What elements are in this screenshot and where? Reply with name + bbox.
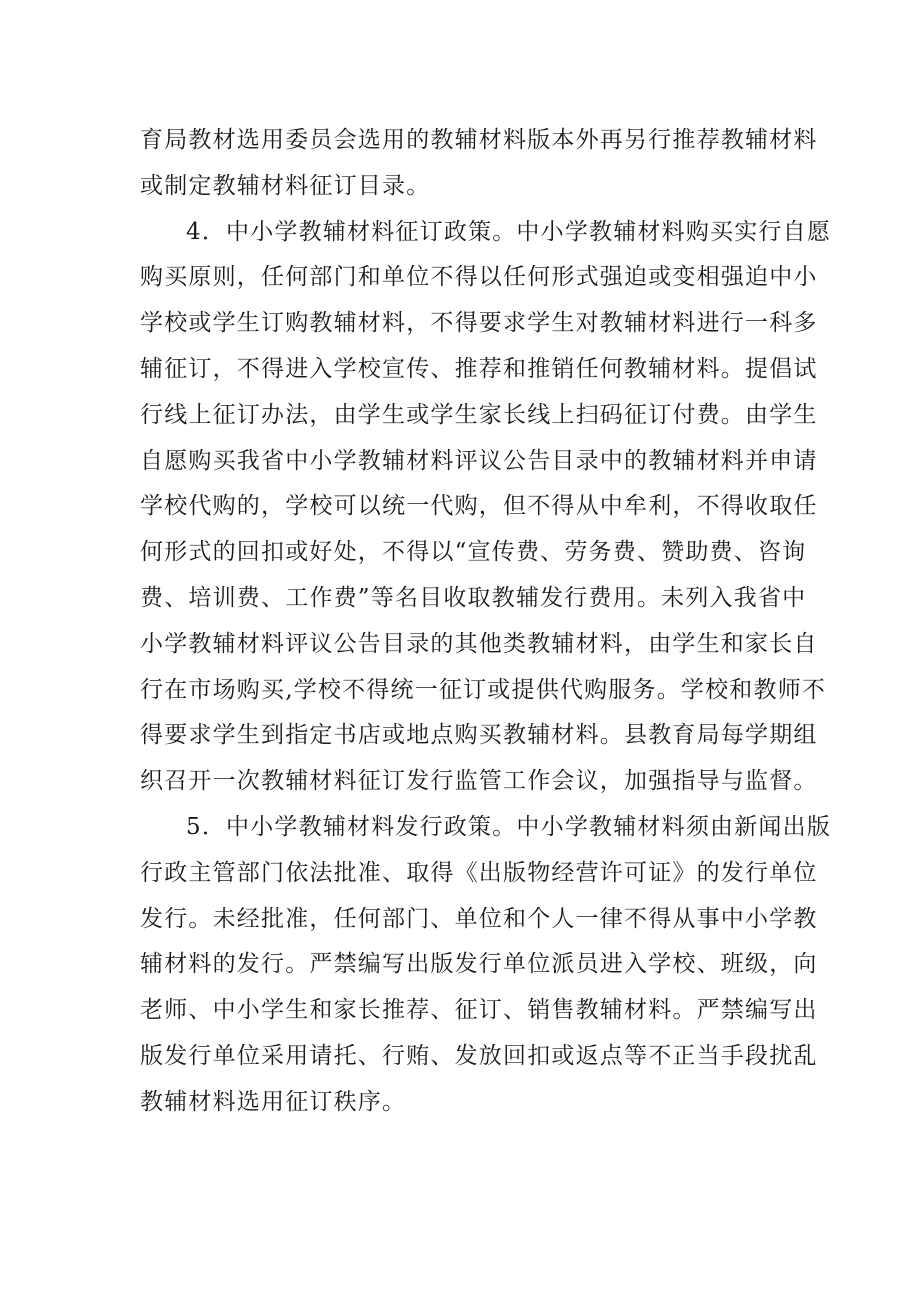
text-line-21: 版发行单位采用请托、行贿、发放回扣或返点等不正当手段扰乱: [140, 1042, 818, 1069]
document-body: [140, 118, 832, 1126]
text-line-6: 辅征订，不得进入学校宣传、推荐和推销任何教辅材料。提倡试: [140, 355, 818, 382]
text-line-5: 学校或学生订购教辅材料，不得要求学生对教辅材料进行一科多: [140, 310, 818, 337]
text-line-14: 得要求学生到指定书店或地点购买教辅材料。县教育局每学期组: [140, 722, 818, 749]
text-line-15: 织召开一次教辅材料征订发行监管工作会议，加强指导与监督。: [140, 768, 818, 795]
text-line-11: 费、培训费、工作费”等名目收取教辅发行费用。未列入我省中: [140, 584, 807, 611]
text-line-13: 行在市场购买,学校不得统一征订或提供代购服务。学校和教师不: [140, 676, 827, 703]
text-line-12: 小学教辅材料评议公告目录的其他类教辅材料，由学生和家长自: [140, 630, 818, 657]
text-line-10: 何形式的回扣或好处，不得以“宣传费、劳务费、赞助费、咨询: [140, 539, 807, 566]
paragraph-4-start: 4．中小学教辅材料征订政策。中小学教辅材料购买实行自愿: [186, 218, 832, 245]
text-line-7: 行线上征订办法，由学生或学生家长线上扫码征订付费。由学生: [140, 401, 818, 428]
text-line-18: 发行。未经批准，任何部门、单位和个人一律不得从事中小学教: [140, 905, 818, 932]
text-line-1: 育局教材选用委员会选用的教辅材料版本外再另行推荐教辅材料: [140, 127, 818, 153]
text-line-4: 购买原则，任何部门和单位不得以任何形式强迫或变相强迫中小: [140, 264, 818, 291]
paragraph-5-start: 5．中小学教辅材料发行政策。中小学教辅材料须由新闻出版: [186, 813, 832, 840]
text-line-19: 辅材料的发行。严禁编写出版发行单位派员进入学校、班级，向: [140, 951, 818, 978]
text-line-20: 老师、中小学生和家长推荐、征订、销售教辅材料。严禁编写出: [140, 997, 818, 1024]
text-line-8: 自愿购买我省中小学教辅材料评议公告目录中的教辅材料并申请: [140, 447, 818, 474]
text-line-22: 教辅材料选用征订秩序。: [140, 1088, 407, 1115]
text-line-9: 学校代购的，学校可以统一代购，但不得从中牟利，不得收取任: [140, 493, 818, 520]
text-line-2: 或制定教辅材料征订目录。: [140, 172, 431, 199]
text-line-17: 行政主管部门依法批准、取得《出版物经营许可证》的发行单位: [140, 859, 818, 886]
